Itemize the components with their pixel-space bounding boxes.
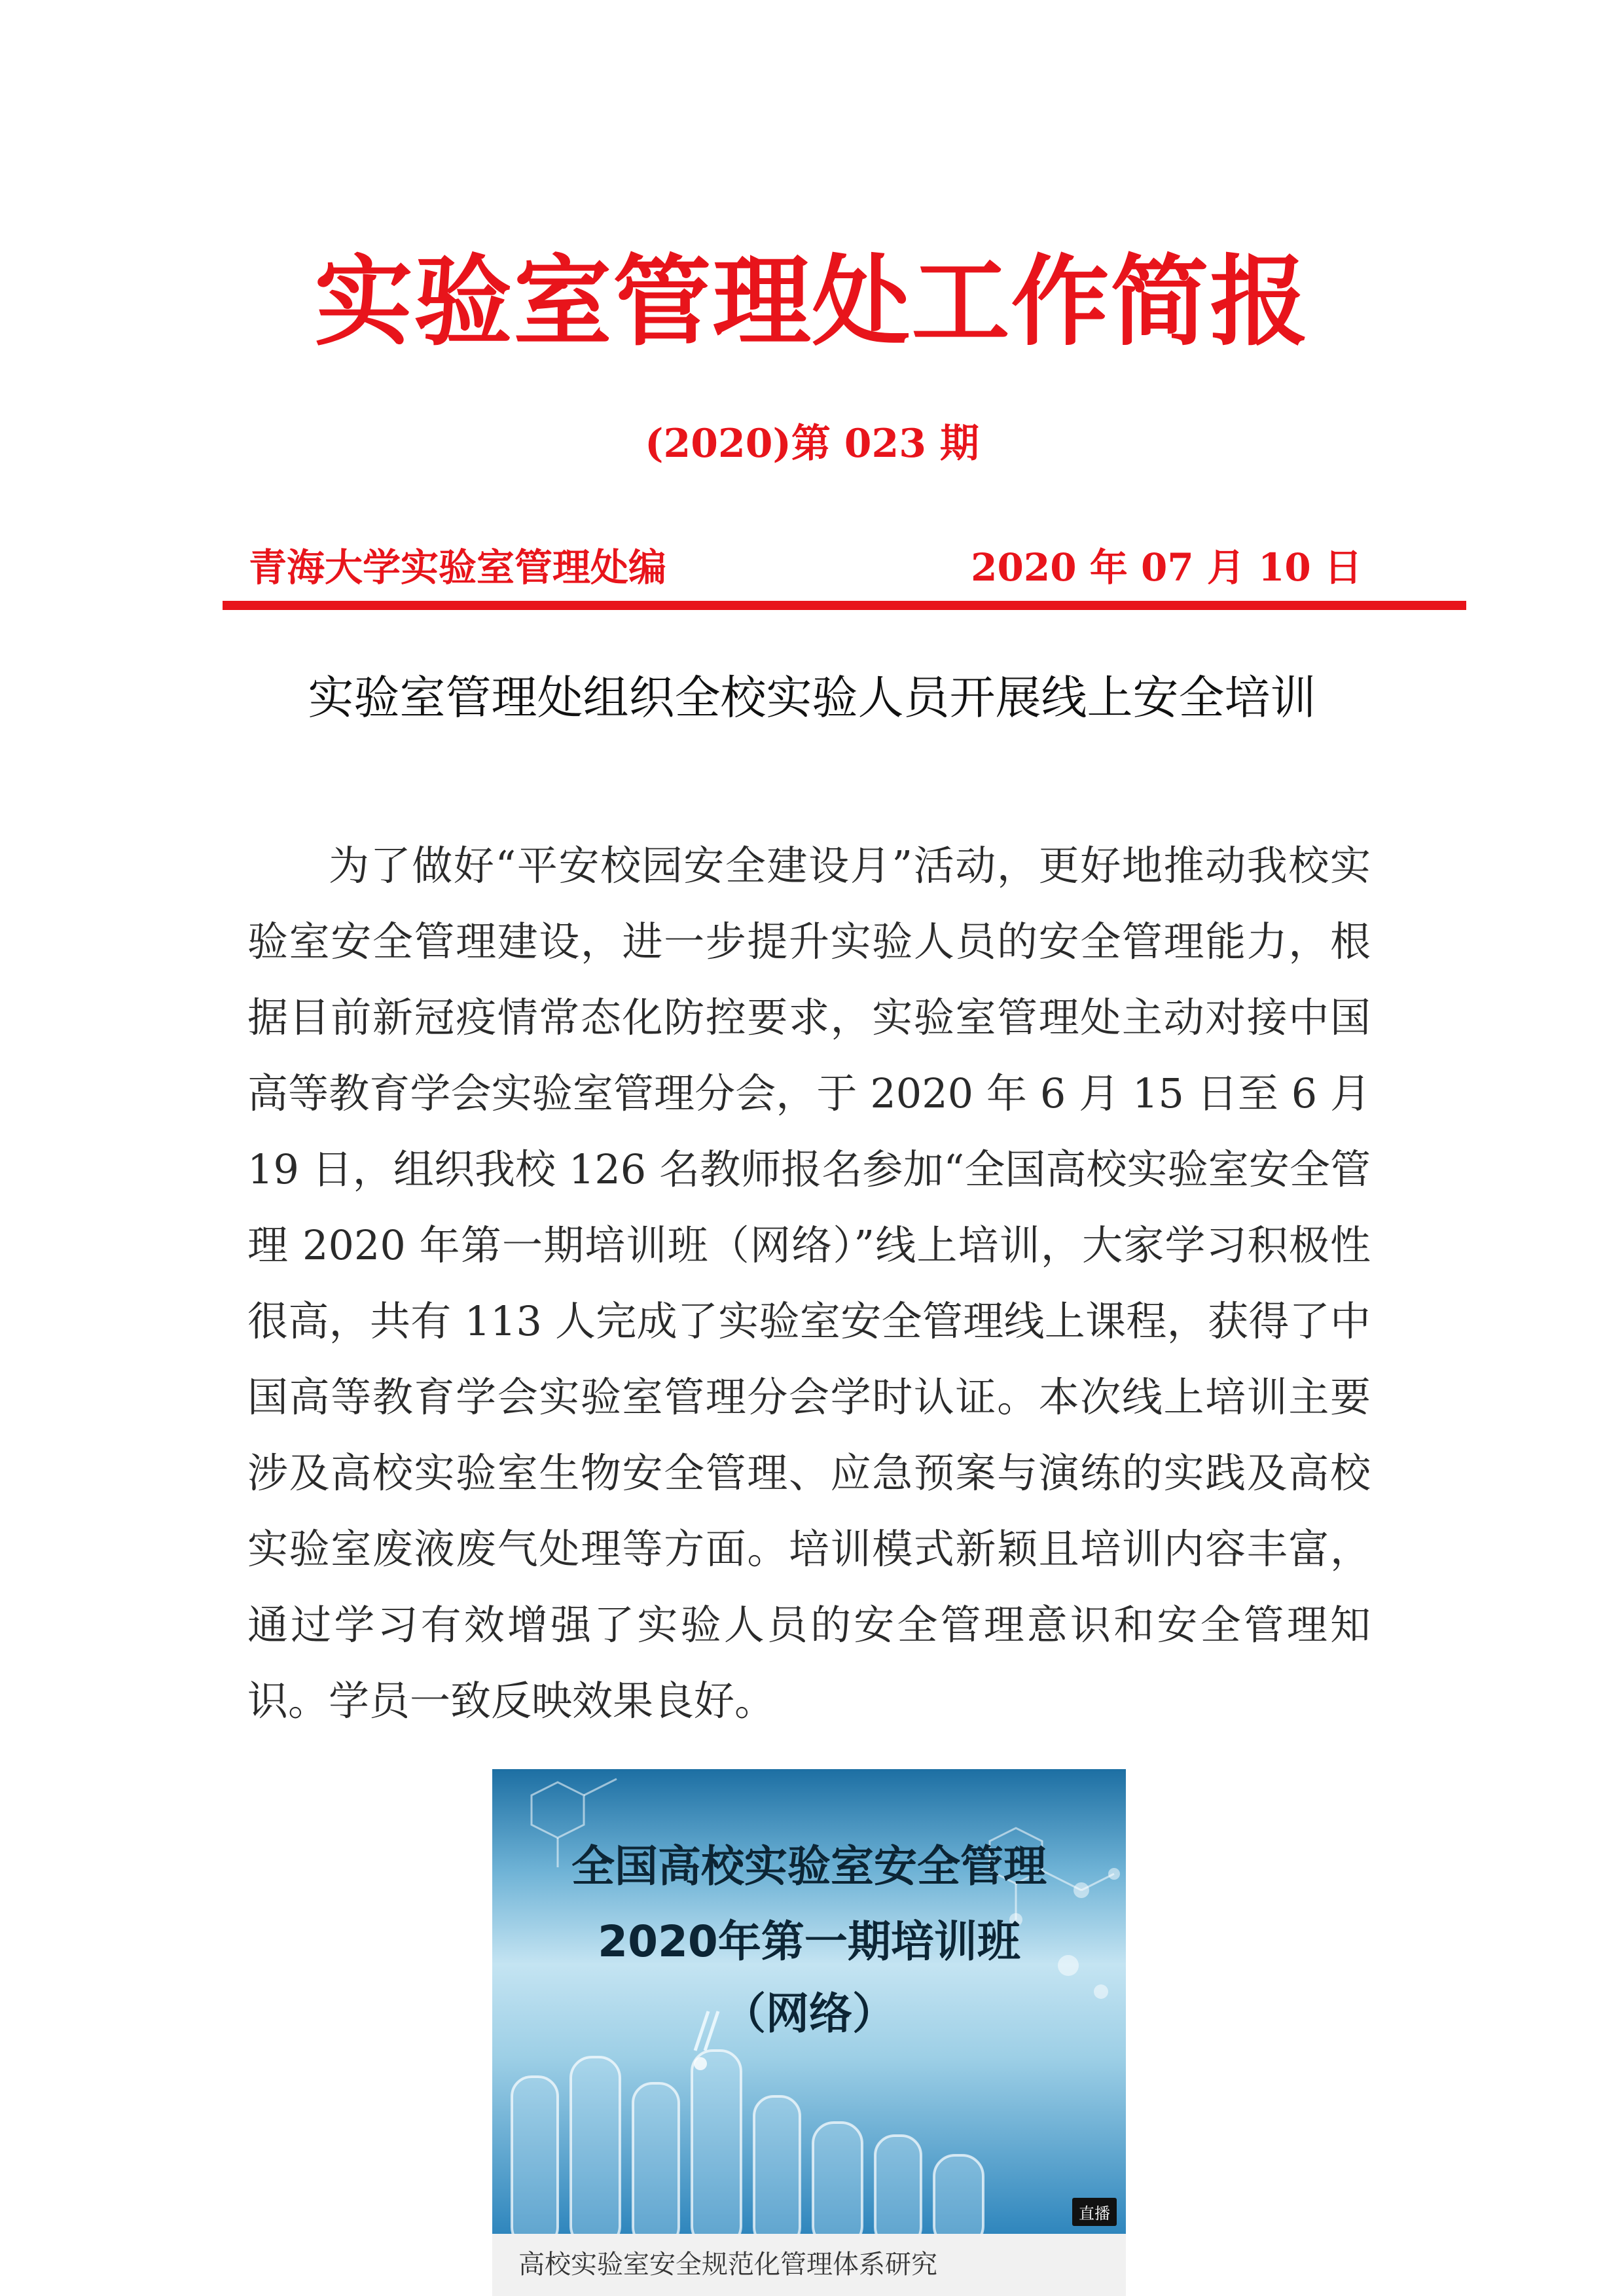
issue-number: (2020)第 023 期 <box>645 421 979 467</box>
training-banner-image <box>492 1769 1126 2234</box>
banner-title-line-2: 2020年第一期培训班 <box>598 1916 1020 1967</box>
article-headline: 实验室管理处组织全校实验人员开展线上安全培训 <box>308 671 1316 725</box>
banner-title-line-3: （网络） <box>723 1988 895 2039</box>
editor-line: 青海大学实验室管理处编 <box>249 545 667 590</box>
live-badge: 直播 <box>1072 2198 1117 2226</box>
masthead-title: 实验室管理处工作简报 <box>314 245 1310 359</box>
banner-title-line-1: 全国高校实验室安全管理 <box>571 1841 1047 1892</box>
header-divider <box>223 601 1466 610</box>
article-body: 为了做好“平安校园安全建设月”活动，更好地推动我校实验室安全管理建设，进一步提升实验人员的安全管理能力，根据目前新冠疫情常态化防控要求，实验室管理处主动对接中国高等教育学会实验室管理分会，于 2020 年 6 月 15 日至 6 月 19 日，组织我校 126 名教师报名参加“全国高校实验室安全管理 2020 年第一期培训班（网络）”线上培训，大家学习积极性很高，共有 113 人完成了实验室安全管理线上课程，获得了中国高等教育学会实验室管理分会学时认证。本次线上培训主要涉及高校实验室生物安全管理、应急预案与演练的实践及高校实验室废液废气处理等方面。培训模式新颖且培训内容丰富，通过学习有效增强了实验人员的安全管理意识和安全管理知识。学员一致反映效果良好。 <box>247 842 1371 1725</box>
publish-date: 2020 年 07 月 10 日 <box>971 545 1362 590</box>
banner-caption: 高校实验室安全规范化管理体系研究 <box>492 2234 1126 2296</box>
